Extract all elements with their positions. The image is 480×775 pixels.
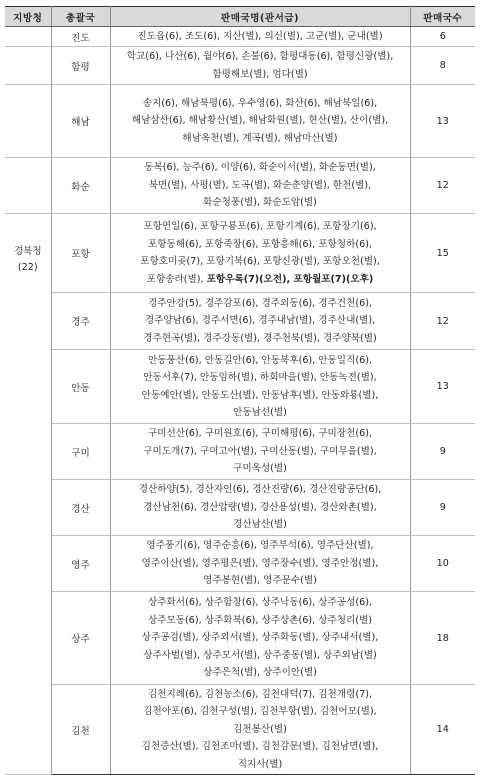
sales-office-line: 구미옥성(별) bbox=[233, 463, 287, 475]
sales-office-line: 경주안강(5), 경주감포(6), 경주외동(6), 경주건천(6), bbox=[148, 297, 372, 309]
table-row bbox=[5, 293, 475, 350]
sales-office-line: 학교(6), 나산(6), 월야(6), 손불(6), 함평대동(6), 함평신광(별), bbox=[126, 51, 394, 62]
sales-office-list-cell bbox=[110, 214, 410, 293]
table-row bbox=[5, 158, 475, 214]
regional-office-count: (22) bbox=[17, 262, 38, 273]
sales-office-line: 안동서후(7), 안동임하(별), 하회마을(별), 안동녹전(별), bbox=[143, 372, 377, 383]
table-row bbox=[5, 47, 475, 85]
sales-office-list-cell bbox=[110, 685, 410, 775]
sales-office-line: 북면(별), 사평(별), 도곡(별), 화순춘양(별), 한천(별), bbox=[148, 179, 372, 191]
sales-office-highlight: 포항우록(7)(오전), 포항월포(7)(오후) bbox=[206, 273, 374, 285]
sales-office-count-cell: 15 bbox=[410, 214, 475, 293]
sales-office-line: 포항호미곶(7), 포항기북(6), 포항신광(별), 포항오천(별), bbox=[140, 256, 380, 267]
header-regional-office: 지방청 bbox=[5, 7, 51, 27]
sales-office-list-cell bbox=[110, 592, 410, 685]
sales-office-line: 김천지례(6), 김천농소(6), 김천대덕(7), 김천개령(7), bbox=[148, 688, 372, 700]
table-row bbox=[5, 536, 475, 592]
sales-office-line: 포항연일(6), 포항구룡포(6), 포항기계(6), 포항장기(6), bbox=[143, 221, 377, 232]
general-office-cell: 경주 bbox=[51, 293, 110, 350]
sales-office-line: 김천증산(별), 김천조마(별), 김천감문(별), 김천남면(별), bbox=[141, 741, 379, 753]
table-row bbox=[5, 27, 475, 47]
table-row bbox=[5, 214, 475, 293]
sales-office-line: 화순청풍(별), 화순도암(별) bbox=[203, 197, 317, 209]
header-sales-office-names: 판매국명(관서급) bbox=[110, 7, 410, 27]
sales-office-list-cell bbox=[110, 85, 410, 158]
sales-office-line: 해남옥천(별), 계곡(별), 해남마산(별) bbox=[182, 132, 338, 144]
sales-office-line: 구미도개(7), 구미고아(별), 구미산동(별), 구미무을(별), bbox=[143, 445, 377, 457]
sales-office-list-cell bbox=[110, 27, 410, 47]
regional-office-cell bbox=[5, 214, 51, 775]
general-office-cell: 안동 bbox=[51, 350, 110, 424]
sales-office-count-cell: 13 bbox=[410, 350, 475, 424]
general-office-cell: 경산 bbox=[51, 480, 110, 536]
sales-office-count-cell: 12 bbox=[410, 158, 475, 214]
header-sales-office-count: 판매국수 bbox=[410, 7, 475, 27]
sales-office-count-cell: 8 bbox=[410, 47, 475, 85]
regional-office-cell bbox=[5, 27, 51, 47]
sales-office-line: 구미선산(6), 구미원호(6), 구미해평(6), 구미장천(6), bbox=[148, 428, 372, 440]
general-office-cell: 영주 bbox=[51, 536, 110, 592]
regional-office-cell bbox=[5, 85, 51, 158]
header-general-office: 총괄국 bbox=[51, 7, 110, 27]
sales-office-line: 상주은척(별), 상주이안(별) bbox=[203, 667, 317, 679]
table-row bbox=[5, 480, 475, 536]
sales-office-count-cell: 18 bbox=[410, 592, 475, 685]
sales-office-count-cell: 13 bbox=[410, 85, 475, 158]
sales-office-line: 안동남선(별) bbox=[233, 407, 287, 418]
sales-office-list-cell bbox=[110, 350, 410, 424]
sales-office-line: 경산남산(별) bbox=[233, 519, 287, 531]
sales-office-line: 경산하양(5), 경산자인(6), 경산진량(6), 경산진량공단(6), bbox=[138, 484, 382, 496]
table-row bbox=[5, 592, 475, 685]
general-office-cell: 진도 bbox=[51, 27, 110, 47]
sales-office-line: 직지사(별) bbox=[237, 758, 283, 770]
table-row bbox=[5, 350, 475, 424]
sales-office-line: 진도읍(6), 조도(6), 지산(별), 의신(별), 고군(별), 군내(별) bbox=[137, 30, 383, 42]
sales-office-list-cell bbox=[110, 158, 410, 214]
sales-office-count-cell: 12 bbox=[410, 293, 475, 350]
sales-office-line: 영주이산(별), 영주평은(별), 영주장수(별), 영주안정(별), bbox=[141, 557, 379, 569]
sales-office-line: 영주봉현(별), 영주문수(별) bbox=[203, 575, 317, 587]
sales-office-line: 포항동해(6), 포항죽장(6), 포항흥해(6), 포항청하(6), bbox=[148, 238, 372, 250]
general-office-cell: 김천 bbox=[51, 685, 110, 775]
sales-office-list-cell bbox=[110, 47, 410, 85]
sales-office-count-cell: 9 bbox=[410, 480, 475, 536]
sales-office-table bbox=[5, 6, 475, 775]
sales-office-line: 해남삼산(6), 해남황산(별), 해남화원(별), 현산(별), 산이(별), bbox=[131, 115, 389, 127]
sales-office-line: 김천아포(6), 김천구성(별), 김천부항(별), 김천어모(별), bbox=[143, 706, 377, 718]
sales-office-list-cell bbox=[110, 536, 410, 592]
sales-office-count-cell: 14 bbox=[410, 685, 475, 775]
sales-office-line: 김천봉산(별) bbox=[233, 723, 287, 735]
sales-office-line: 송지(6), 해남북평(6), 우수영(6), 화산(6), 해남북일(6), bbox=[142, 97, 378, 109]
sales-office-count-cell: 6 bbox=[410, 27, 475, 47]
sales-office-list-cell bbox=[110, 480, 410, 536]
sales-office-line: 경주현곡(별), 경주강동(별), 경주천북(별), 경주양북(별) bbox=[143, 332, 377, 344]
general-office-cell: 해남 bbox=[51, 85, 110, 158]
table-row bbox=[5, 685, 475, 775]
sales-office-line: 영주풍기(6), 영주순흥(6), 영주부석(6), 영주단산(별), bbox=[146, 540, 374, 552]
sales-office-line: 상주사벌(별), 상주모서(별), 상주중동(별), 상주외남(별) bbox=[143, 649, 377, 661]
sales-office-line: 상주모동(6), 상주화북(6), 상주상촌(6), 상주청리(별) bbox=[147, 614, 373, 626]
sales-office-count-cell: 10 bbox=[410, 536, 475, 592]
sales-office-line bbox=[113, 271, 408, 289]
table-row bbox=[5, 424, 475, 480]
sales-office-count-cell: 9 bbox=[410, 424, 475, 480]
regional-office-name: 경북청 bbox=[13, 246, 42, 257]
sales-office-line: 상주공검(별), 상주외서(별), 상주화동(별), 상주내서(별), bbox=[141, 632, 379, 644]
general-office-cell: 화순 bbox=[51, 158, 110, 214]
sales-office-line: 함평해보(별), 엄다(별) bbox=[212, 68, 308, 80]
sales-office-line: 동복(6), 능주(6), 이양(6), 화순이서(별), 화순동면(별), bbox=[144, 162, 376, 174]
sales-office-line: 안동풍산(6), 안동길안(6), 안동북후(6), 안동일직(6), bbox=[148, 354, 372, 366]
regional-office-cell bbox=[5, 47, 51, 85]
sales-office-line: 경산남천(6), 경산압량(별), 경산용성(별), 경산와촌(별), bbox=[143, 501, 377, 513]
table-header-row bbox=[5, 7, 475, 27]
sales-office-text: 포항송라(별), bbox=[146, 273, 207, 285]
sales-office-line: 상주화서(6), 상주함창(6), 상주낙동(6), 상주공성(6), bbox=[148, 597, 372, 609]
general-office-cell: 함평 bbox=[51, 47, 110, 85]
table-row bbox=[5, 85, 475, 158]
sales-office-list-cell bbox=[110, 293, 410, 350]
sales-office-line: 안동예안(별), 안동도산(별), 안동남후(별), 안동와룡(별), bbox=[141, 389, 379, 401]
sales-office-line: 경주양남(6), 경주서면(6), 경주내남(별), 경주산내(별), bbox=[144, 315, 376, 327]
general-office-cell: 구미 bbox=[51, 424, 110, 480]
general-office-cell: 상주 bbox=[51, 592, 110, 685]
general-office-cell: 포항 bbox=[51, 214, 110, 293]
regional-office-cell bbox=[5, 158, 51, 214]
table-body bbox=[5, 27, 475, 775]
sales-office-list-cell bbox=[110, 424, 410, 480]
